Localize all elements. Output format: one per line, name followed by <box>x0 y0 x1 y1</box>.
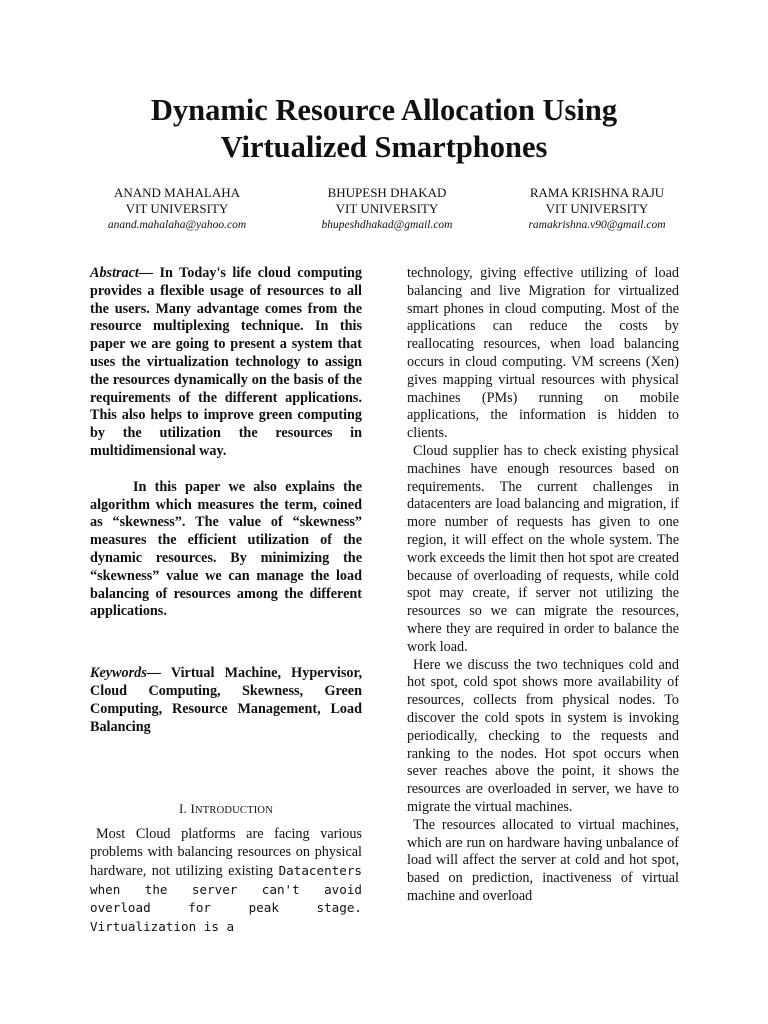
left-column <box>90 265 362 937</box>
title-line-1: Dynamic Resource Allocation Using <box>150 93 618 127</box>
author-email: anand.mahalaha@yahoo.com <box>107 219 247 231</box>
body-paragraph-2: Cloud supplier has to check existing physical machines have enough resources based on requirements. The current challenges in datacenters are load balancing and migration, if more number of requests has given to one region, it will effect on the whole system. The work exceeds the limit then hot spot are created because of overloading of requests, while cold spot may create, if server not utilizing the resources so we can migrate the resources, where they are required in order to balance the work load. <box>407 442 679 655</box>
author-affiliation: VIT UNIVERSITY <box>125 201 229 216</box>
author-name: RAMA KRISHNA RAJU <box>529 185 665 200</box>
intro-text-part-1: Most Cloud platforms are facing various problems with balancing resources on physical hardware, not utilizing existing <box>90 826 362 879</box>
keywords-text: Virtual Machine, Hypervisor, Cloud Computing, Skewness, Green Computing, Resource Management, Load Balancing <box>90 665 362 735</box>
abstract-text: In Today's life cloud computing provides a flexible usage of resources to all the users. Many advantage comes from the resource multiplexing technique. In this paper we are going to present a system that uses the virtualization technology to assign the resources dynamically on the basis of the requirements of the different applications. This also helps to improve green computing by the utilization the resources in multidimensional way. <box>90 265 362 459</box>
title-line-2: Virtualized Smartphones <box>220 130 548 164</box>
author-email: bhupeshdhakad@gmail.com <box>321 219 453 231</box>
author-1 <box>72 185 282 233</box>
body-paragraph-1: technology, giving effective utilizing of load balancing and live Migration for virtualized smart phones in cloud computing. Most of the applications can reduce the costs by reallocating resources, when load balancing occurs in cloud computing. VM screens (Xen) gives mapping virtual resources with physical machines (PMs) running on mobile applications, the information is hidden to clients. <box>407 265 679 442</box>
intro-text-part-2: Datacenters when the server can't avoid overload for peak stage. Virtualization is a <box>90 862 362 935</box>
author-block <box>72 185 702 233</box>
intro-paragraph <box>90 826 362 937</box>
section-heading-rest: NTRODUCTION <box>194 805 273 817</box>
keywords-paragraph <box>90 665 362 736</box>
abstract-label: Abstract— <box>90 265 154 281</box>
body-paragraph-4: The resources allocated to virtual machines, which are run on hardware having unbalance of load will affect the server at cold and hot spot, based on prediction, inactiveness of virtual machine and overload <box>407 816 679 904</box>
author-affiliation: VIT UNIVERSITY <box>545 201 649 216</box>
section-numeral: I. <box>179 801 191 817</box>
author-2 <box>282 185 492 233</box>
author-email: ramakrishna.v90@gmail.com <box>528 219 666 231</box>
body-paragraph-3: Here we discuss the two techniques cold and hot spot, cold spot shows more availability of resources, collects from physical nodes. To discover the cold spots in system is invoking periodically, checking to the requests and ranking to the nodes. Hot spot occurs when sever reaches above the point, it shows the resources are overloaded in server, we have to migrate the virtual machines. <box>407 656 679 815</box>
right-column <box>407 265 679 906</box>
paper-title <box>60 92 708 166</box>
author-affiliation: VIT UNIVERSITY <box>335 201 439 216</box>
section-heading-first-letter: I <box>190 801 195 817</box>
section-heading-introduction <box>90 800 362 820</box>
author-3 <box>492 185 702 233</box>
author-name: ANAND MAHALAHA <box>113 185 241 200</box>
keywords-label: Keywords— <box>90 665 161 682</box>
abstract-paragraph <box>90 265 362 461</box>
abstract-paragraph-2: In this paper we also explains the algorithm which measures the term, coined as “skewness”. The value of “skewness” measures the efficient utilization of the dynamic resources. By minimizing the “skewness” value we can manage the load balancing of resources among the different applications. <box>90 478 362 620</box>
author-name: BHUPESH DHAKAD <box>327 185 447 200</box>
